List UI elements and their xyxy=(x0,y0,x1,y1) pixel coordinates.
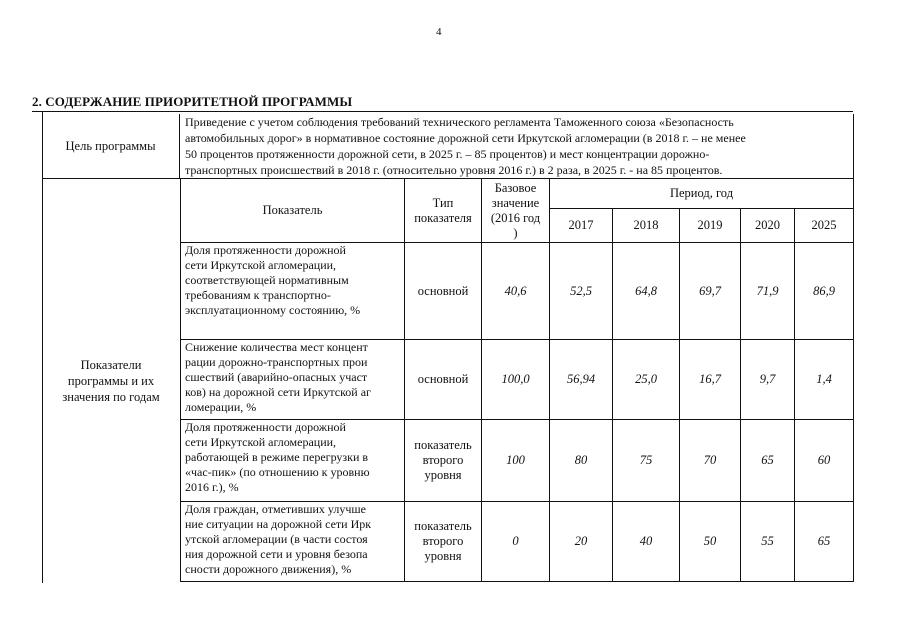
indicator-name-line: сети Иркутской агломерации, xyxy=(185,258,337,272)
indicator-name-line: сети Иркутской агломерации, xyxy=(185,435,337,449)
indicator-name-line: утской агломерации (в части состоя xyxy=(185,532,368,546)
table-row xyxy=(181,502,854,582)
indicator-type xyxy=(405,420,482,502)
goal-text-line: Приведение с учетом соблюдения требований технического регламента Таможенного союза «Безопасность xyxy=(185,115,734,129)
header-type-line: Тип xyxy=(432,195,454,210)
indicator-type-line: показатель xyxy=(414,438,472,452)
indicators-label-line: программы и их xyxy=(67,373,155,388)
indicator-value: 56,94 xyxy=(550,340,613,420)
goal-text-line: 50 процентов протяженности дорожной сети, в 2025 г. – 85 процентов) и мест концентрации дорожно- xyxy=(185,147,710,161)
indicator-value: 65 xyxy=(741,420,795,502)
indicator-type-line: уровня xyxy=(424,549,462,563)
indicator-value: 16,7 xyxy=(680,340,741,420)
indicator-type-line: уровня xyxy=(424,468,462,482)
indicator-name xyxy=(181,340,405,420)
indicator-value: 60 xyxy=(795,420,854,502)
header-base-line: ) xyxy=(513,225,518,240)
header-period: Период, год xyxy=(550,179,854,209)
indicator-type xyxy=(405,340,482,420)
table-row xyxy=(181,243,854,340)
indicator-name-line: сшествий (аварийно-опасных участ xyxy=(185,370,368,384)
header-year: 2020 xyxy=(741,209,795,243)
indicator-base-value: 40,6 xyxy=(482,243,550,340)
section-heading: 2. СОДЕРЖАНИЕ ПРИОРИТЕТНОЙ ПРОГРАММЫ xyxy=(32,94,353,109)
indicator-type xyxy=(405,502,482,582)
goal-text-line: транспортных происшествий в 2018 г. (относительно уровня 2016 г.) в 2 раза, в 2025 г. - на 85 процентов. xyxy=(185,163,723,177)
header-year: 2025 xyxy=(795,209,854,243)
indicator-name-line: ние ситуации на дорожной сети Ирк xyxy=(185,517,372,531)
indicator-name-line: Доля протяженности дорожной xyxy=(185,243,346,257)
indicator-value: 50 xyxy=(680,502,741,582)
header-year: 2019 xyxy=(680,209,741,243)
indicator-value: 65 xyxy=(795,502,854,582)
indicator-type-line: второго xyxy=(422,453,464,467)
goal-label: Цель программы xyxy=(42,114,180,178)
indicator-value: 25,0 xyxy=(613,340,680,420)
indicator-name xyxy=(181,243,405,340)
indicator-value: 69,7 xyxy=(680,243,741,340)
indicator-type-line: основной xyxy=(417,283,469,298)
indicators-table xyxy=(180,178,854,582)
header-base-line: (2016 год xyxy=(490,210,541,225)
header-base-line: значение xyxy=(491,195,540,210)
header-base xyxy=(482,179,550,243)
indicator-base-value: 100 xyxy=(482,420,550,502)
indicators-label-line: Показатели xyxy=(80,357,142,372)
indicator-value: 64,8 xyxy=(613,243,680,340)
indicator-name-line: ния дорожной сети и уровня безопа xyxy=(185,547,368,561)
indicator-name-line: работающей в режиме перегрузки в xyxy=(185,450,369,464)
table-top-border xyxy=(32,111,853,112)
table-row xyxy=(181,420,854,502)
indicator-name-line: Снижение количества мест концент xyxy=(185,340,368,354)
indicator-name-line: сности дорожного движения), % xyxy=(185,562,352,576)
indicators-label-line: значения по годам xyxy=(62,389,160,404)
indicator-name xyxy=(181,420,405,502)
indicator-value: 52,5 xyxy=(550,243,613,340)
indicator-value: 75 xyxy=(613,420,680,502)
indicator-name-line: Доля протяженности дорожной xyxy=(185,420,346,434)
indicator-value: 55 xyxy=(741,502,795,582)
indicator-name-line: 2016 г.), % xyxy=(185,480,239,494)
indicator-value: 40 xyxy=(613,502,680,582)
header-type-line: показателя xyxy=(414,210,472,225)
indicator-name-line: требованиям к транспортно- xyxy=(185,288,331,302)
indicator-name-line: ков) на дорожной сети Иркутской аг xyxy=(185,385,371,399)
indicator-type xyxy=(405,243,482,340)
indicator-type-line: второго xyxy=(422,534,464,548)
indicator-value: 86,9 xyxy=(795,243,854,340)
goal-text xyxy=(185,114,845,178)
indicator-value: 70 xyxy=(680,420,741,502)
header-row-1 xyxy=(181,179,854,209)
indicator-value: 1,4 xyxy=(795,340,854,420)
indicator-value: 20 xyxy=(550,502,613,582)
indicator-base-value: 0 xyxy=(482,502,550,582)
header-indicator: Показатель xyxy=(181,179,405,243)
goal-text-line: автомобильных дорог» в нормативное состояние дорожной сети Иркутской агломерации (в 2018 г. – не менее xyxy=(185,131,746,145)
indicator-base-value: 100,0 xyxy=(482,340,550,420)
indicator-name-line: соответствующей нормативным xyxy=(185,273,349,287)
indicator-value: 9,7 xyxy=(741,340,795,420)
indicator-name xyxy=(181,502,405,582)
indicator-value: 71,9 xyxy=(741,243,795,340)
indicator-name-line: эксплуатационному состоянию, % xyxy=(185,303,361,317)
indicator-type-line: основной xyxy=(417,372,469,386)
page-number: 4 xyxy=(436,26,442,38)
indicator-name-line: Доля граждан, отметивших улучше xyxy=(185,502,366,516)
indicators-label xyxy=(42,178,180,583)
header-year: 2018 xyxy=(613,209,680,243)
indicator-value: 80 xyxy=(550,420,613,502)
goal-row xyxy=(42,114,854,179)
indicator-name-line: рации дорожно-транспортных прои xyxy=(185,355,368,369)
header-type xyxy=(405,179,482,243)
header-year: 2017 xyxy=(550,209,613,243)
header-base-line: Базовое xyxy=(494,180,537,195)
indicator-type-line: показатель xyxy=(414,519,472,533)
indicator-name-line: «час-пик» (по отношению к уровню xyxy=(185,465,370,479)
indicator-name-line: ломерации, % xyxy=(185,400,257,414)
table-row xyxy=(181,340,854,420)
